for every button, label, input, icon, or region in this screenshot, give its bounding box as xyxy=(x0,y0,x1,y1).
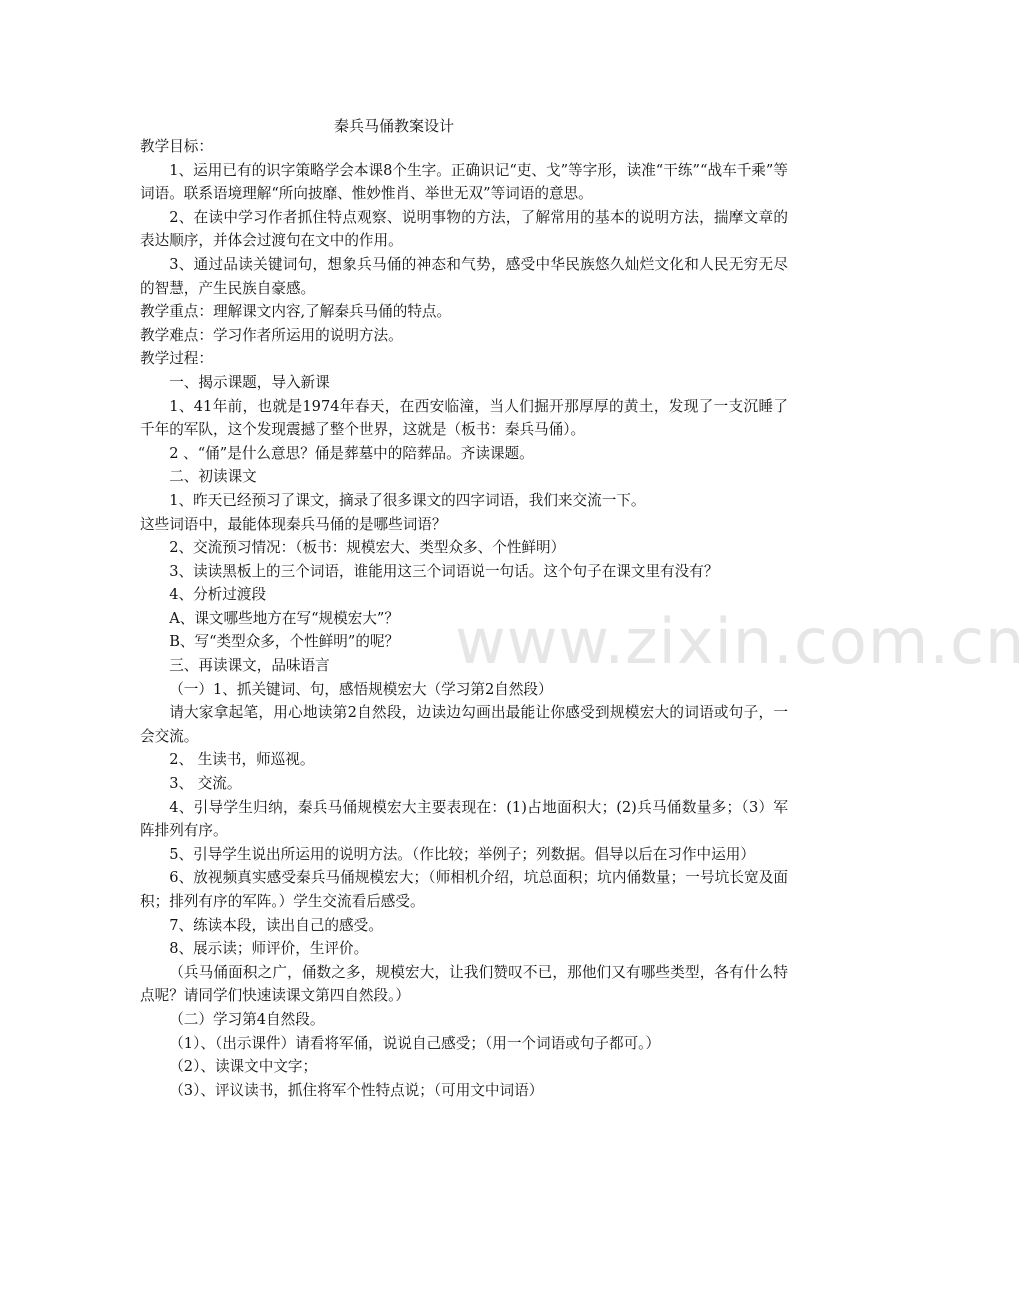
paragraph: 6、放视频真实感受秦兵马俑规模宏大；（师相机介绍，坑总面积；坑内俑数量；一号坑长宽及面积；排列有序的军阵。）学生交流看后感受。 xyxy=(140,869,788,910)
paragraph: 4、分析过渡段 xyxy=(169,586,267,604)
paragraph: 2、 生读书，师巡视。 xyxy=(169,751,315,769)
paragraph: （2）、读课文中文字； xyxy=(169,1058,318,1076)
paragraph: B、写“类型众多，个性鲜明”的呢？ xyxy=(169,633,400,651)
paragraph: 请大家拿起笔，用心地读第2自然段，边读边勾画出最能让你感受到规模宏大的词语或句子，一会交流。 xyxy=(140,704,788,745)
paragraph: 3、 交流。 xyxy=(169,775,242,793)
document-title: 秦兵马俑教案设计 xyxy=(334,117,455,135)
paragraph: （3）、评议读书，抓住将军个性特点说；（可用文中词语） xyxy=(169,1081,544,1099)
paragraph: 3、读读黑板上的三个词语，谁能用这三个词语说一句话。这个句子在课文里有没有？ xyxy=(169,562,719,580)
paragraph: 2、交流预习情况：（板书：规模宏大、类型众多、个性鲜明） xyxy=(169,539,566,557)
paragraph: 5、引导学生说出所运用的说明方法。（作比较；举例子；列数据。倡导以后在习作中运用） xyxy=(169,845,755,863)
paragraph: 一、揭示课题，导入新课 xyxy=(169,373,330,391)
watermark: www.zixin.com.cn xyxy=(455,605,1025,678)
paragraph: 1、运用已有的识字策略学会本课8个生字。正确识记“吏、戈”等字形，读准“干练”“战车千乘”等词语。联系语境理解“所向披靡、惟妙惟肖、举世无双”等词语的意思。 xyxy=(140,161,788,203)
paragraph: 4、引导学生归纳，秦兵马俑规模宏大主要表现在：(1)占地面积大；(2)兵马俑数量多；（3）军阵排列有序。 xyxy=(140,798,788,840)
paragraph: 2 、“俑”是什么意思？俑是葬墓中的陪葬品。齐读课题。 xyxy=(169,444,534,462)
paragraph: （兵马俑面积之广，俑数之多，规模宏大，让我们赞叹不已，那他们又有哪些类型，各有什么特点呢？请同学们快速读课文第四自然段。） xyxy=(140,963,788,1005)
paragraph: （一）1、抓关键词、句，感悟规模宏大（学习第2自然段） xyxy=(169,680,553,698)
paragraph: （1）、（出示课件）请看将军俑，说说自己感受；（用一个词语或句子都可。） xyxy=(169,1034,661,1052)
paragraph: 7、练读本段，读出自己的感受。 xyxy=(169,916,383,934)
paragraph: 这些词语中，最能体现秦兵马俑的是哪些词语？ xyxy=(140,515,447,533)
document-body xyxy=(140,135,788,1102)
paragraph: 3、通过品读关键词句，想象兵马俑的神态和气势，感受中华民族悠久灿烂文化和人民无穷无尽的智慧，产生民族自豪感。 xyxy=(140,255,788,297)
paragraph: 三、再读课文，品味语言 xyxy=(169,657,330,675)
paragraph: 二、初读课文 xyxy=(169,468,257,486)
paragraph: 教学过程： xyxy=(140,350,213,368)
paragraph: 1、昨天已经预习了课文，摘录了很多课文的四字词语，我们来交流一下。 xyxy=(169,491,646,509)
paragraph: （二）学习第4自然段。 xyxy=(169,1010,325,1028)
paragraph: A、课文哪些地方在写“规模宏大”？ xyxy=(169,609,399,627)
paragraph: 1、41年前，也就是1974年春天，在西安临潼，当人们掘开那厚厚的黄土，发现了一支沉睡了千年的军队，这个发现震撼了整个世界，这就是（板书：秦兵马俑）。 xyxy=(140,397,788,439)
paragraph: 教学重点：理解课文内容,了解秦兵马俑的特点。 xyxy=(140,303,452,321)
paragraph: 2、在读中学习作者抓住特点观察、说明事物的方法，了解常用的基本的说明方法，揣摩文章的表达顺序，并体会过渡句在文中的作用。 xyxy=(140,208,788,250)
paragraph: 8、展示读；师评价，生评价。 xyxy=(169,940,369,958)
paragraph: 教学目标： xyxy=(140,138,213,155)
paragraph: 教学难点：学习作者所运用的说明方法。 xyxy=(140,326,403,344)
